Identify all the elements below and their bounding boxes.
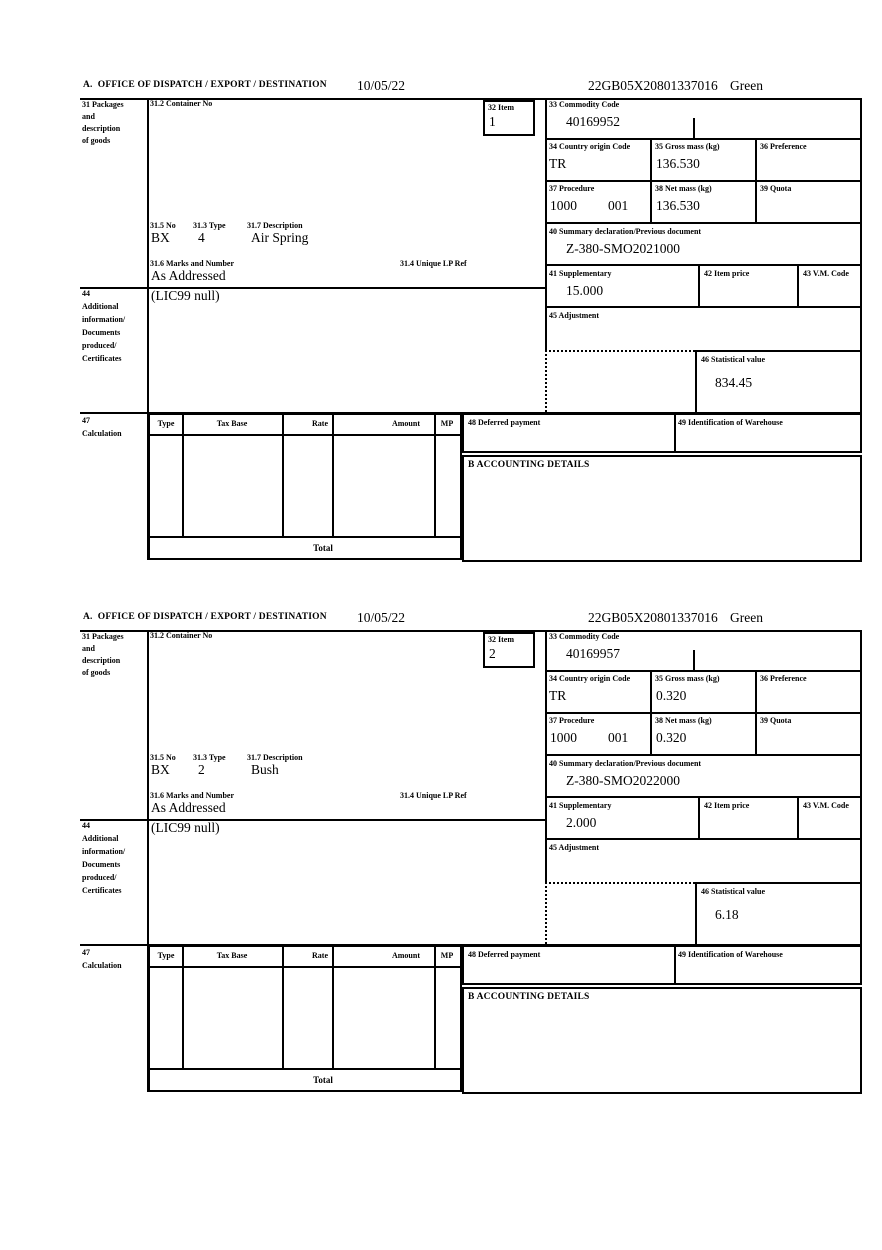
calc-header-type: Type (157, 951, 175, 960)
calc-header-rate: Rate (312, 951, 328, 960)
box40-previous-document (545, 224, 862, 266)
calc-total-label: Total (313, 1075, 333, 1085)
box35-gross-mass (650, 672, 755, 714)
declaration-date: 10/05/22 (357, 610, 406, 625)
preference-label: 36 Preference (760, 142, 807, 151)
procedure-extra-value: 001 (608, 730, 629, 745)
box48-49-row (462, 945, 862, 985)
box45-adjustment (545, 840, 862, 882)
country-origin-value: TR (549, 688, 567, 703)
commodity-code-divider (693, 118, 695, 140)
package-type-label: 31.3 Type (193, 221, 226, 230)
box44-label-line: Documents (82, 860, 121, 869)
item-number-label: 32 Item (488, 635, 514, 644)
accounting-details-box (462, 987, 862, 1094)
net-mass-label: 38 Net mass (kg) (655, 716, 712, 725)
box44-label-line: Additional (82, 834, 119, 843)
box44-label-line: 44 (82, 821, 90, 830)
box44-label-line: Certificates (82, 354, 122, 363)
warehouse-id-label: 49 Identification of Warehouse (678, 950, 783, 959)
deferred-payment-label: 48 Deferred payment (468, 950, 541, 959)
box36-preference (755, 672, 862, 714)
box48-49-divider (674, 415, 676, 451)
package-description-value: Air Spring (251, 230, 309, 245)
item-number-box (483, 632, 535, 668)
commodity-code-label: 33 Commodity Code (549, 100, 620, 109)
office-of-dispatch-label: A. OFFICE OF DISPATCH / EXPORT / DESTINATION (83, 612, 327, 622)
accounting-details-box (462, 455, 862, 562)
vm-code-label: 43 V.M. Code (803, 269, 849, 278)
container-no-label: 31.2 Container No (150, 99, 213, 108)
box37-procedure (545, 182, 650, 224)
dotted-left-border (545, 882, 547, 944)
package-description-value: Bush (251, 762, 279, 777)
procedure-label: 37 Procedure (549, 716, 595, 725)
quota-label: 39 Quota (760, 716, 792, 725)
container-no-label: 31.2 Container No (150, 631, 213, 640)
box31-label-line: description (82, 124, 121, 133)
procedure-label: 37 Procedure (549, 184, 595, 193)
calc-header-mp: MP (440, 951, 454, 960)
additional-information-value: (LIC99 null) (151, 288, 220, 303)
box34-country-origin (545, 140, 650, 182)
declaration-date: 10/05/22 (357, 78, 406, 93)
box47-label-line: Calculation (82, 961, 122, 970)
previous-document-label: 40 Summary declaration/Previous document (549, 227, 702, 236)
adjustment-label: 45 Adjustment (549, 843, 600, 852)
box44-label-line: Additional (82, 302, 119, 311)
commodity-code-value: 40169957 (566, 646, 620, 661)
additional-information-value: (LIC99 null) (151, 820, 220, 835)
supplementary-value: 2.000 (566, 815, 597, 830)
country-origin-label: 34 Country origin Code (549, 674, 631, 683)
box44-label-line: Documents (82, 328, 121, 337)
box31-label-line: 31 Packages (82, 100, 124, 109)
procedure-value: 1000 (550, 730, 577, 745)
box44-label-line: produced/ (82, 873, 117, 882)
country-origin-label: 34 Country origin Code (549, 142, 631, 151)
package-no-label: 31.5 No (150, 221, 176, 230)
box43-vm-code (797, 798, 862, 840)
gross-mass-label: 35 Gross mass (kg) (655, 674, 720, 683)
statistical-value-value: 6.18 (715, 907, 739, 922)
box44-label-line: information/ (82, 847, 126, 856)
quota-label: 39 Quota (760, 184, 792, 193)
statistical-value-value: 834.45 (715, 375, 753, 390)
box41-43-row (545, 798, 862, 840)
supplementary-label: 41 Supplementary (549, 801, 612, 810)
gross-mass-value: 136.530 (656, 156, 700, 171)
declaration-reference: 22GB05X20801337016 (588, 78, 718, 93)
statistical-value-label: 46 Statistical value (701, 355, 765, 364)
gross-mass-value: 0.320 (656, 688, 687, 703)
box39-quota (755, 182, 862, 224)
calc-header-tax-base: Tax Base (216, 951, 248, 960)
supplementary-value: 15.000 (566, 283, 604, 298)
calc-total-bar (148, 1070, 462, 1092)
calc-total-label: Total (313, 543, 333, 553)
calc-header-amount: Amount (391, 419, 420, 428)
box36-preference (755, 140, 862, 182)
statistical-value-label: 46 Statistical value (701, 887, 765, 896)
box42-item-price (698, 798, 797, 840)
deferred-payment-label: 48 Deferred payment (468, 418, 541, 427)
box38-net-mass (650, 182, 755, 224)
adjustment-label: 45 Adjustment (549, 311, 600, 320)
routing-indicator: Green (730, 610, 763, 625)
box37-39-row (545, 714, 862, 756)
box31-label-line: and (82, 112, 95, 121)
item-price-label: 42 Item price (704, 269, 750, 278)
box46-statistical-value (695, 882, 860, 944)
box34-country-origin (545, 672, 650, 714)
net-mass-value: 136.530 (656, 198, 700, 213)
supplementary-label: 41 Supplementary (549, 269, 612, 278)
declaration-item-block (80, 78, 864, 568)
box44-label-line: produced/ (82, 341, 117, 350)
calc-header-tax-base: Tax Base (216, 419, 248, 428)
unique-lp-ref-label: 31.4 Unique LP Ref (400, 791, 467, 800)
calculation-table (148, 413, 462, 538)
calc-total-bar (148, 538, 462, 560)
marks-number-label: 31.6 Marks and Number (150, 791, 235, 800)
net-mass-value: 0.320 (656, 730, 687, 745)
box37-39-row (545, 182, 862, 224)
box39-quota (755, 714, 862, 756)
box31-label-line: and (82, 644, 95, 653)
dotted-left-border (545, 350, 547, 412)
marks-number-value: As Addressed (151, 268, 226, 283)
box41-43-row (545, 266, 862, 308)
gross-mass-label: 35 Gross mass (kg) (655, 142, 720, 151)
item-price-label: 42 Item price (704, 801, 750, 810)
calc-header-rate: Rate (312, 419, 328, 428)
box47-label-line: Calculation (82, 429, 122, 438)
routing-indicator: Green (730, 78, 763, 93)
box33-commodity-code (545, 98, 862, 140)
box37-procedure (545, 714, 650, 756)
package-no-value: BX (151, 762, 170, 777)
box48-49-row (462, 413, 862, 453)
marks-number-label: 31.6 Marks and Number (150, 259, 235, 268)
calc-header-rule (150, 966, 460, 968)
box31-label-line: of goods (82, 136, 111, 145)
box31-label-line: description (82, 656, 121, 665)
accounting-details-label: B ACCOUNTING DETAILS (468, 992, 590, 1002)
package-no-label: 31.5 No (150, 753, 176, 762)
previous-document-label: 40 Summary declaration/Previous document (549, 759, 702, 768)
calc-header-type: Type (157, 419, 175, 428)
package-description-label: 31.7 Description (247, 753, 303, 762)
item-number-value: 1 (489, 114, 496, 129)
package-type-label: 31.3 Type (193, 753, 226, 762)
box31-label-line: 31 Packages (82, 632, 124, 641)
box34-36-row (545, 672, 862, 714)
item-number-box (483, 100, 535, 136)
box38-net-mass (650, 714, 755, 756)
dotted-top-border (545, 350, 695, 352)
box33-commodity-code (545, 630, 862, 672)
vm-code-label: 43 V.M. Code (803, 801, 849, 810)
box46-statistical-value (695, 350, 860, 412)
box34-36-row (545, 140, 862, 182)
procedure-value: 1000 (550, 198, 577, 213)
package-type-value: 2 (198, 762, 205, 777)
box40-previous-document (545, 756, 862, 798)
unique-lp-ref-label: 31.4 Unique LP Ref (400, 259, 467, 268)
box43-vm-code (797, 266, 862, 308)
declaration-reference: 22GB05X20801337016 (588, 610, 718, 625)
box47-label-line: 47 (82, 416, 90, 425)
previous-document-value: Z-380-SMO2022000 (566, 773, 680, 788)
package-type-value: 4 (198, 230, 205, 245)
item-number-label: 32 Item (488, 103, 514, 112)
box44-label-line: 44 (82, 289, 90, 298)
calculation-table (148, 945, 462, 1070)
commodity-code-divider (693, 650, 695, 672)
box45-adjustment (545, 308, 862, 350)
box31-label-line: of goods (82, 668, 111, 677)
box41-supplementary (545, 798, 698, 840)
dotted-top-border (545, 882, 695, 884)
item-number-value: 2 (489, 646, 496, 661)
commodity-code-label: 33 Commodity Code (549, 632, 620, 641)
box35-gross-mass (650, 140, 755, 182)
country-origin-value: TR (549, 156, 567, 171)
warehouse-id-label: 49 Identification of Warehouse (678, 418, 783, 427)
box42-item-price (698, 266, 797, 308)
marks-number-value: As Addressed (151, 800, 226, 815)
box44-label-line: information/ (82, 315, 126, 324)
box48-49-divider (674, 947, 676, 983)
previous-document-value: Z-380-SMO2021000 (566, 241, 680, 256)
box41-supplementary (545, 266, 698, 308)
commodity-code-value: 40169952 (566, 114, 620, 129)
preference-label: 36 Preference (760, 674, 807, 683)
calc-header-rule (150, 434, 460, 436)
box44-label-line: Certificates (82, 886, 122, 895)
box47-label-line: 47 (82, 948, 90, 957)
accounting-details-label: B ACCOUNTING DETAILS (468, 460, 590, 470)
package-description-label: 31.7 Description (247, 221, 303, 230)
package-no-value: BX (151, 230, 170, 245)
net-mass-label: 38 Net mass (kg) (655, 184, 712, 193)
declaration-item-block (80, 610, 864, 1100)
calc-header-amount: Amount (391, 951, 420, 960)
office-of-dispatch-label: A. OFFICE OF DISPATCH / EXPORT / DESTINATION (83, 80, 327, 90)
procedure-extra-value: 001 (608, 198, 629, 213)
calc-header-mp: MP (440, 419, 454, 428)
